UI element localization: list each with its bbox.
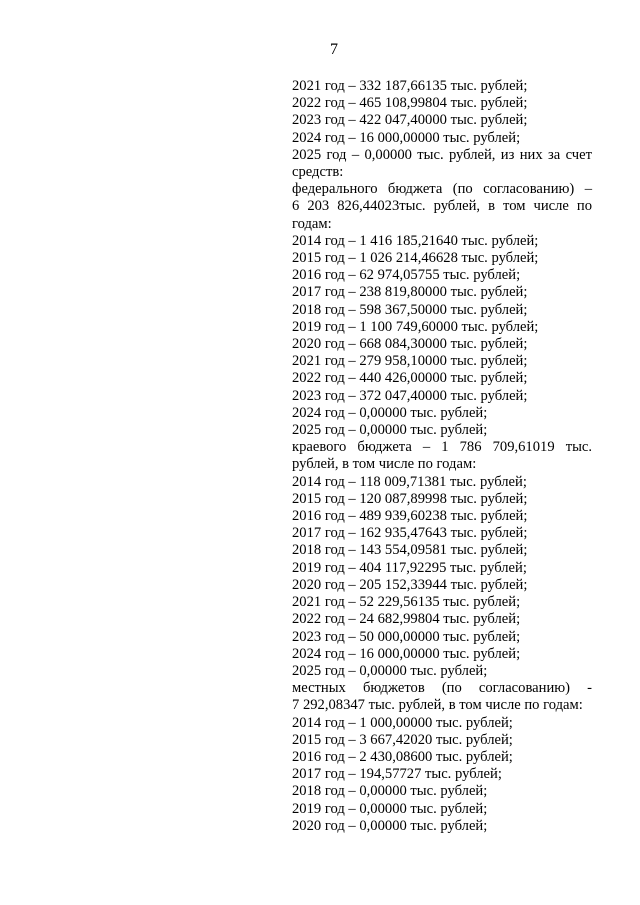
text-line: 2015 год – 120 087,89998 тыс. рублей; [292,490,528,507]
text-line: 2014 год – 1 000,00000 тыс. рублей; [292,714,513,731]
text-line: 2023 год – 50 000,00000 тыс. рублей; [292,628,521,645]
text-line: 2017 год – 194,57727 тыс. рублей; [292,766,502,783]
text-line: 2025 год – 0,00000 тыс. рублей; [292,662,488,679]
text-line: годам: [292,215,332,232]
text-line: 2019 год – 0,00000 тыс. рублей; [292,800,488,817]
text-line: 2020 год – 668 084,30000 тыс. рублей; [292,336,528,353]
text-line: рублей, в том числе по годам: [292,456,477,473]
text-line: 2017 год – 162 935,47643 тыс. рублей; [292,525,528,542]
text-line: 2015 год – 1 026 214,46628 тыс. рублей; [292,250,539,267]
page-number: 7 [330,41,338,58]
text-line: средств: [292,164,344,181]
text-line: 2016 год – 62 974,05755 тыс. рублей; [292,267,521,284]
document-body [292,78,592,835]
text-line: 2024 год – 16 000,00000 тыс. рублей; [292,645,521,662]
text-line: 2022 год – 465 108,99804 тыс. рублей; [292,95,528,112]
text-line: федерального бюджета (по согласованию) – [292,181,592,198]
text-line: 2014 год – 118 009,71381 тыс. рублей; [292,473,527,490]
text-line: 2023 год – 372 047,40000 тыс. рублей; [292,387,528,404]
text-line: 2023 год – 422 047,40000 тыс. рублей; [292,112,528,129]
text-line: 2019 год – 404 117,92295 тыс. рублей; [292,559,527,576]
text-line: 2018 год – 598 367,50000 тыс. рублей; [292,301,528,318]
text-line: 2022 год – 440 426,00000 тыс. рублей; [292,370,528,387]
text-line: 2017 год – 238 819,80000 тыс. рублей; [292,284,528,301]
text-line: 2021 год – 52 229,56135 тыс. рублей; [292,594,521,611]
text-line: 2024 год – 0,00000 тыс. рублей; [292,404,488,421]
text-line: 2015 год – 3 667,42020 тыс. рублей; [292,731,513,748]
text-line: 6 203 826,44023тыс. рублей, в том числе по [292,198,592,215]
text-line: 2020 год – 0,00000 тыс. рублей; [292,817,488,834]
text-line: 2016 год – 2 430,08600 тыс. рублей; [292,748,513,765]
text-line: 2020 год – 205 152,33944 тыс. рублей; [292,576,528,593]
text-line: 2018 год – 143 554,09581 тыс. рублей; [292,542,528,559]
text-line: 2024 год – 16 000,00000 тыс. рублей; [292,129,521,146]
text-line: 2021 год – 332 187,66135 тыс. рублей; [292,78,528,94]
text-line: 2016 год – 489 939,60238 тыс. рублей; [292,508,528,525]
text-line: 2021 год – 279 958,10000 тыс. рублей; [292,353,528,370]
text-line: 7 292,08347 тыс. рублей, в том числе по годам: [292,697,583,714]
text-line: краевого бюджета – 1 786 709,61019 тыс. [292,439,592,456]
text-line: 2022 год – 24 682,99804 тыс. рублей; [292,611,521,628]
text-line: местных бюджетов (по согласованию) - [292,680,592,697]
text-line: 2025 год – 0,00000 тыс. рублей, из них за счет [292,146,592,163]
text-line: 2018 год – 0,00000 тыс. рублей; [292,783,488,800]
text-line: 2014 год – 1 416 185,21640 тыс. рублей; [292,232,539,249]
text-line: 2025 год – 0,00000 тыс. рублей; [292,422,488,439]
text-line: 2019 год – 1 100 749,60000 тыс. рублей; [292,318,539,335]
